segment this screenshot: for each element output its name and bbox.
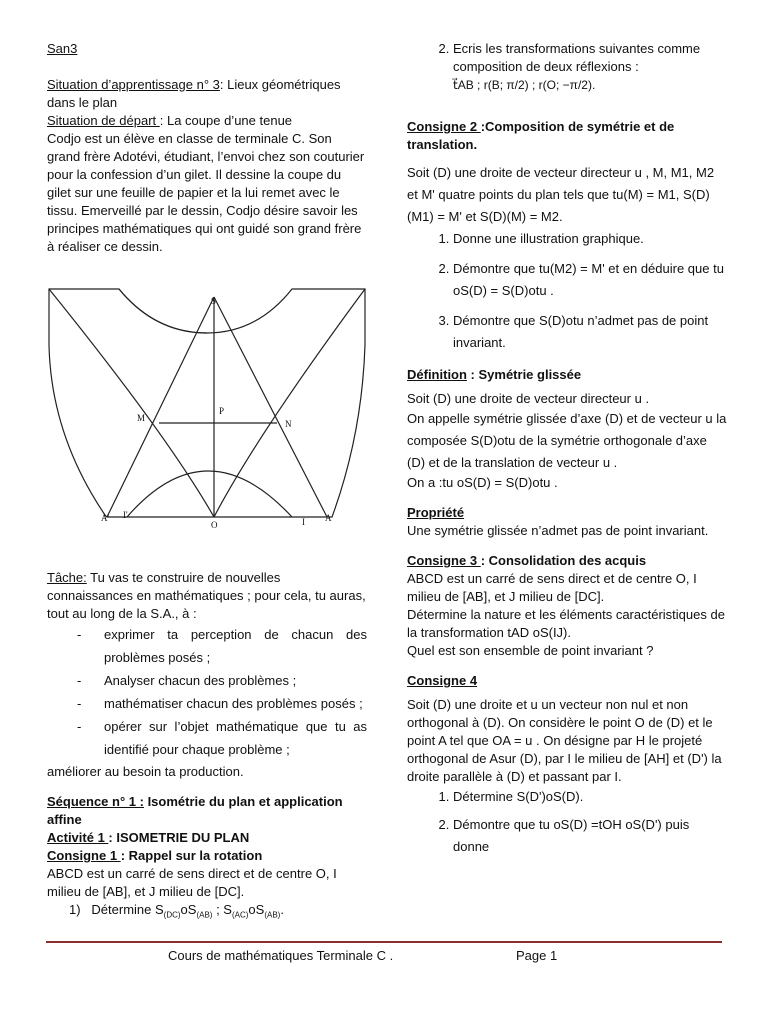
transform-formula: t⃗AB ; r(B; π/2) ; r(O; −π/2).: [453, 78, 596, 92]
activite-heading: [47, 829, 367, 847]
definition-title: : Symétrie glissée: [466, 367, 582, 382]
line-s-a: [214, 297, 327, 517]
gilet-figure: [47, 285, 367, 535]
definition-text2: On appelle symétrie glissée d’axe (D) et de vecteur u la composée S(D)otu de la symétrie orthogonale d’axe (D) et de la translation de vecteur u .: [407, 411, 727, 470]
consigne2-list: [407, 228, 727, 354]
consigne3-heading: [407, 552, 727, 570]
consigne1-title: : Rappel sur la rotation: [120, 848, 263, 863]
definition-text3: On a :tu oS(D) = S(D)otu .: [407, 475, 558, 490]
label-m: M: [137, 413, 146, 423]
depart-title: : La coupe d’une tenue: [159, 113, 293, 128]
consigne2-text: Soit (D) une droite de vecteur directeur u , M, M1, M2 et M' quatre points du plan tels que tu(M) = M1, S(D)(M1) = M' et S(D)(M) = M2.: [407, 165, 715, 224]
sequence-label: Séquence n° 1 :: [47, 794, 144, 809]
situation-title: : Lieux géométriques dans le plan: [47, 77, 341, 110]
tache-text: Tu vas te construire de nouvelles connaissances en mathématiques ; pour cela, tu auras, tout au long de la S.A., à :: [47, 570, 366, 621]
consigne1-text: ABCD est un carré de sens direct et de centre O, I milieu de [AB], et J milieu de [DC].: [47, 866, 337, 899]
consigne3-text: ABCD est un carré de sens direct et de centre O, I milieu de [AB], et J milieu de [DC].: [407, 571, 697, 604]
consigne1-list-cont: [407, 40, 727, 94]
consigne2-heading: [407, 118, 727, 154]
sequence-title: Isométrie du plan et application affine: [47, 794, 343, 827]
label-a: A: [325, 513, 332, 523]
left-column-lower: [47, 569, 367, 925]
consigne4-list: [407, 786, 727, 858]
consigne2-title: :Composition de symétrie et de translation.: [407, 119, 675, 152]
neck-arc: [119, 289, 207, 333]
consigne4-text: Soit (D) une droite et u un vecteur non nul et non orthogonal à (D). On considère le point O de (D) et le point A tel que OA = u . On désigne par H le projeté orthogonal de Asur (D), par I le milieu de [AH] et (D') la droite parallèle à (D) et passant par I.: [407, 697, 722, 784]
situation-heading: [47, 76, 367, 112]
tache-label: Tâche:: [47, 570, 87, 585]
gilet-outline: [49, 289, 365, 517]
label-s: S: [211, 296, 217, 306]
list-item: 1. Donne une illustration graphique.: [453, 228, 727, 250]
consigne1-item1: 1) Détermine $S_{(DC)}oS_{(AB)}$ ; $S_{(AC)}oS_{(AB)}$.: [69, 902, 284, 920]
propriete-label: Propriété: [407, 505, 465, 520]
consigne3-text3: Quel est son ensemble de point invariant ?: [407, 643, 654, 658]
definition-label: Définition: [407, 367, 467, 382]
depart-heading: [47, 112, 367, 130]
ameliorer-text: améliorer au besoin ta production.: [47, 764, 244, 779]
right-column: [407, 40, 727, 858]
list-item: 2. Ecris les transformations suivantes comme composition de deux réflexions : t⃗AB ; r(B; π/2) ; r(O; −π/2).: [453, 40, 727, 94]
consigne4-label: Consigne 4: [407, 673, 478, 688]
label-i1: I': [123, 510, 128, 520]
situation-label: Situation d’apprentissage n° 3: [47, 77, 220, 92]
definition-heading: [407, 366, 727, 384]
footer-page: Page 1: [516, 948, 558, 963]
consigne3-label: Consigne 3: [407, 553, 481, 568]
label-o: O: [211, 520, 218, 530]
list-item: 3. Démontre que S(D)otu n’admet pas de point invariant.: [453, 310, 727, 354]
label-n: N: [285, 419, 292, 429]
consigne1-label: Consigne 1: [47, 848, 121, 863]
list-item: 2. Démontre que tu(M2) = M' et en déduire que tu oS(D) = S(D)otu .: [453, 258, 727, 302]
tache-list: [47, 623, 367, 761]
label-i: I: [302, 517, 305, 527]
list-item: - opérer sur l’objet mathématique que tu as identifié pour chaque problème ;: [77, 715, 367, 761]
left-column: [47, 40, 367, 256]
list-item: 2. Démontre que tu oS(D) =tOH oS(D') puis donne: [453, 814, 727, 858]
depart-label: Situation de départ: [47, 113, 160, 128]
list-item: 1. Détermine S(D')oS(D).: [453, 786, 727, 808]
propriete-text: Une symétrie glissée n’admet pas de point invariant.: [407, 523, 709, 538]
label-a1: A': [101, 513, 110, 523]
consigne1-heading: [47, 847, 367, 865]
footer-rule: [46, 941, 722, 943]
consigne3-title: : Consolidation des acquis: [480, 553, 647, 568]
list-item: - exprimer ta perception de chacun des problèmes posés ;: [77, 623, 367, 669]
definition-text1: Soit (D) une droite de vecteur directeur u .: [407, 391, 650, 406]
activite-title: : ISOMETRIE DU PLAN: [108, 830, 250, 845]
sequence-heading: [47, 793, 367, 829]
doc-header: San3: [47, 41, 78, 56]
consigne2-label: Consigne 2: [407, 119, 481, 134]
story-paragraph: Codjo est un élève en classe de terminale C. Son grand frère Adotévi, étudiant, l’envoi chez son couturier pour la confession d’un gilet. Il dessine la coupe du gilet sur une feuille de papier et la lui remet avec le tissu. Emerveillé par le dessin, Codjo désire savoir les principes mathématiques qui ont guidé son grand frère à réaliser ce dessin.: [47, 131, 365, 254]
activite-label: Activité 1: [47, 830, 109, 845]
curve-left: [49, 289, 217, 517]
line-s-a1: [107, 296, 217, 517]
tache-paragraph: [47, 569, 367, 623]
list-item: - mathématiser chacun des problèmes posés ;: [77, 692, 367, 715]
list-item: - Analyser chacun des problèmes ;: [77, 669, 367, 692]
footer-course: Cours de mathématiques Terminale C .: [168, 948, 394, 963]
curve-right: [214, 289, 365, 517]
label-p: P: [219, 406, 225, 416]
consigne3-text2: Détermine la nature et les éléments caractéristiques de la transformation tAD oS(IJ).: [407, 607, 725, 640]
